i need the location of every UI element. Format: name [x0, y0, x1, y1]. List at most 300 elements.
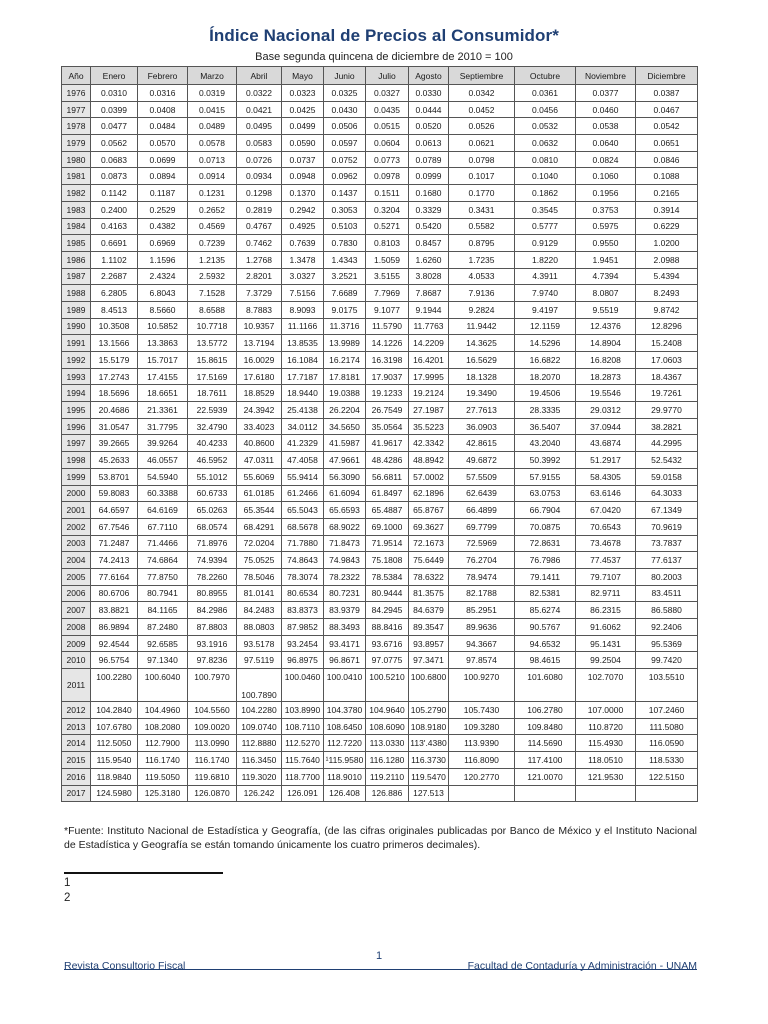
index-value-cell: 83.8373 — [282, 602, 324, 619]
index-value-cell: 0.1770 — [449, 185, 515, 202]
year-cell: 2011 — [62, 669, 91, 702]
index-value-cell: 118.9840 — [91, 768, 138, 785]
index-value-cell: 0.0590 — [282, 135, 324, 152]
year-cell: 1993 — [62, 368, 91, 385]
index-value-cell: 27.7613 — [449, 402, 515, 419]
index-value-cell: 0.0538 — [576, 118, 636, 135]
index-value-cell: 17.6180 — [237, 368, 282, 385]
index-value-cell: 41.5987 — [324, 435, 366, 452]
index-value-cell: 84.2483 — [237, 602, 282, 619]
index-value-cell: 0.0737 — [282, 151, 324, 168]
index-value-cell: 118.0510 — [576, 752, 636, 769]
index-value-cell — [515, 785, 576, 802]
index-value-cell: 61.8497 — [366, 485, 409, 502]
index-value-cell: 62.1896 — [409, 485, 449, 502]
index-value-cell: 29.9770 — [636, 402, 698, 419]
index-value-cell: 19.4506 — [515, 385, 576, 402]
index-value-cell: 58.4305 — [576, 468, 636, 485]
index-value-cell: 0.0325 — [324, 85, 366, 102]
index-value-cell: 39.9264 — [138, 435, 188, 452]
index-value-cell: 16.2174 — [324, 352, 366, 369]
index-value-cell: 18.6651 — [138, 385, 188, 402]
index-value-cell: 44.2995 — [636, 435, 698, 452]
index-value-cell: 74.9843 — [324, 552, 366, 569]
index-value-cell: 69.7799 — [449, 518, 515, 535]
table-row — [62, 619, 698, 636]
column-header-month: Septiembre — [449, 67, 515, 85]
index-value-cell: 86.5880 — [636, 602, 698, 619]
index-value-cell: 72.5969 — [449, 535, 515, 552]
index-value-cell: 0.0542 — [636, 118, 698, 135]
index-value-cell: 0.1298 — [237, 185, 282, 202]
index-value-cell: 16.3198 — [366, 352, 409, 369]
index-value-cell: 100.2280 — [91, 669, 138, 702]
year-cell: 2013 — [62, 718, 91, 735]
index-value-cell: 61.2466 — [282, 485, 324, 502]
index-value-cell: 55.1012 — [188, 468, 237, 485]
index-value-cell: 104.2840 — [91, 702, 138, 719]
index-value-cell: 63.0753 — [515, 485, 576, 502]
index-value-cell: 19.2124 — [409, 385, 449, 402]
table-row — [62, 335, 698, 352]
index-value-cell: 97.8236 — [188, 652, 237, 669]
index-value-cell: 0.0640 — [576, 135, 636, 152]
index-value-cell: 3.0327 — [282, 268, 324, 285]
year-cell: 1977 — [62, 101, 91, 118]
table-row — [62, 235, 698, 252]
index-value-cell: 15.5179 — [91, 352, 138, 369]
index-value-cell: 108.6450 — [324, 718, 366, 735]
index-value-cell: 78.2260 — [188, 568, 237, 585]
table-row — [62, 135, 698, 152]
index-value-cell: 99.2504 — [576, 652, 636, 669]
year-cell: 2001 — [62, 502, 91, 519]
index-value-cell: 84.2945 — [366, 602, 409, 619]
footnote-mark-2: 2 — [64, 892, 71, 904]
index-value-cell: 118.5330 — [636, 752, 698, 769]
index-value-cell: 125.3180 — [138, 785, 188, 802]
year-cell: 1998 — [62, 452, 91, 469]
index-value-cell: 35.0564 — [366, 418, 409, 435]
column-header-month: Abril — [237, 67, 282, 85]
index-value-cell: 6.2805 — [91, 285, 138, 302]
index-value-cell: 109.0020 — [188, 718, 237, 735]
index-value-cell: 78.3074 — [282, 568, 324, 585]
index-value-cell: 0.0798 — [449, 151, 515, 168]
index-value-cell: 8.6588 — [188, 301, 237, 318]
year-cell: 2010 — [62, 652, 91, 669]
index-value-cell: 126.242 — [237, 785, 282, 802]
index-value-cell: 4.3911 — [515, 268, 576, 285]
index-value-cell: 87.2480 — [138, 619, 188, 636]
index-value-cell: 36.5407 — [515, 418, 576, 435]
table-row — [62, 368, 698, 385]
column-header-month: Noviembre — [576, 67, 636, 85]
index-value-cell: 0.5271 — [366, 218, 409, 235]
index-value-cell: 119.5050 — [138, 768, 188, 785]
index-value-cell: 0.5777 — [515, 218, 576, 235]
index-value-cell: 82.9711 — [576, 585, 636, 602]
index-value-cell: 19.0388 — [324, 385, 366, 402]
index-value-cell: 116.1280 — [366, 752, 409, 769]
index-value-cell: 59.0158 — [636, 468, 698, 485]
index-value-cell: 28.3335 — [515, 402, 576, 419]
index-value-cell: 99.7420 — [636, 652, 698, 669]
index-value-cell: 0.2400 — [91, 201, 138, 218]
index-value-cell: 116.1740 — [138, 752, 188, 769]
index-value-cell: 29.0312 — [576, 402, 636, 419]
index-value-cell: 16.1084 — [282, 352, 324, 369]
index-value-cell: 113'.4380 — [409, 735, 449, 752]
index-value-cell: 34.5650 — [324, 418, 366, 435]
index-value-cell: 0.0999 — [409, 168, 449, 185]
year-cell: 1980 — [62, 151, 91, 168]
index-value-cell: 56.3090 — [324, 468, 366, 485]
index-value-cell: 7.9136 — [449, 285, 515, 302]
index-value-cell: 89.3547 — [409, 619, 449, 636]
index-value-cell: 7.7969 — [366, 285, 409, 302]
index-value-cell: 64.6169 — [138, 502, 188, 519]
index-value-cell: 0.2652 — [188, 201, 237, 218]
index-value-cell: 53.8701 — [91, 468, 138, 485]
table-row — [62, 718, 698, 735]
index-value-cell: 9.1944 — [409, 301, 449, 318]
index-value-cell: 115.4930 — [576, 735, 636, 752]
index-value-cell: 1.0200 — [636, 235, 698, 252]
index-value-cell: 65.0263 — [188, 502, 237, 519]
index-value-cell: 116.3450 — [237, 752, 282, 769]
index-value-cell: 0.1060 — [576, 168, 636, 185]
index-value-cell: 0.0415 — [188, 101, 237, 118]
index-value-cell: 1.2768 — [237, 251, 282, 268]
index-value-cell: 19.1233 — [366, 385, 409, 402]
index-value-cell: 20.4686 — [91, 402, 138, 419]
table-row — [62, 452, 698, 469]
index-value-cell: 2.2687 — [91, 268, 138, 285]
index-value-cell: 48.8942 — [409, 452, 449, 469]
column-header-month: Junio — [324, 67, 366, 85]
index-value-cell: 126.091 — [282, 785, 324, 802]
index-value-cell: 57.9155 — [515, 468, 576, 485]
index-value-cell: 116.0590 — [636, 735, 698, 752]
index-value-cell: 0.2819 — [237, 201, 282, 218]
index-value-cell: 77.6164 — [91, 568, 138, 585]
index-value-cell: 104.3780 — [324, 702, 366, 719]
year-cell: 1985 — [62, 235, 91, 252]
index-value-cell: 18.1328 — [449, 368, 515, 385]
index-value-cell: 78.6322 — [409, 568, 449, 585]
page-number: 1 — [376, 950, 383, 962]
index-value-cell: 0.2942 — [282, 201, 324, 218]
index-value-cell: 100.6040 — [138, 669, 188, 702]
index-value-cell: 80.7941 — [138, 585, 188, 602]
year-cell: 1981 — [62, 168, 91, 185]
index-value-cell: 3.2521 — [324, 268, 366, 285]
index-value-cell: 33.4023 — [237, 418, 282, 435]
index-value-cell: 0.0425 — [282, 101, 324, 118]
index-value-cell: 0.0632 — [515, 135, 576, 152]
index-value-cell: 13.9989 — [324, 335, 366, 352]
index-value-cell: 73.7837 — [636, 535, 698, 552]
index-value-cell: 109.3280 — [449, 718, 515, 735]
index-value-cell: 79.7107 — [576, 568, 636, 585]
index-value-cell: 0.1511 — [366, 185, 409, 202]
index-value-cell: 17.0603 — [636, 352, 698, 369]
index-value-cell: 0.0562 — [91, 135, 138, 152]
index-value-cell: 31.7795 — [138, 418, 188, 435]
table-row — [62, 768, 698, 785]
column-header-month: Mayo — [282, 67, 324, 85]
index-value-cell: 0.8795 — [449, 235, 515, 252]
index-value-cell: 69.3627 — [409, 518, 449, 535]
index-value-cell: 76.2704 — [449, 552, 515, 569]
index-value-cell: 70.6543 — [576, 518, 636, 535]
index-value-cell: 77.6137 — [636, 552, 698, 569]
index-value-cell: 92.4544 — [91, 635, 138, 652]
index-value-cell: 0.0583 — [237, 135, 282, 152]
index-value-cell: 14.1226 — [366, 335, 409, 352]
index-value-cell: 80.2003 — [636, 568, 698, 585]
table-row — [62, 785, 698, 802]
index-value-cell: 0.0604 — [366, 135, 409, 152]
index-value-cell: 0.6691 — [91, 235, 138, 252]
index-value-cell: 91.6062 — [576, 619, 636, 636]
index-value-cell: 7.1528 — [188, 285, 237, 302]
index-value-cell: 67.1349 — [636, 502, 698, 519]
index-value-cell: 4.0533 — [449, 268, 515, 285]
index-value-cell: 83.8821 — [91, 602, 138, 619]
index-value-cell: 0.7239 — [188, 235, 237, 252]
index-value-cell: 122.5150 — [636, 768, 698, 785]
column-header-month: Febrero — [138, 67, 188, 85]
index-value-cell: 19.3490 — [449, 385, 515, 402]
index-value-cell: 0.1680 — [409, 185, 449, 202]
index-value-cell: 42.3342 — [409, 435, 449, 452]
index-value-cell: 6.8043 — [138, 285, 188, 302]
index-value-cell: 62.6439 — [449, 485, 515, 502]
index-value-cell: 112.8880 — [237, 735, 282, 752]
index-value-cell: 0.1231 — [188, 185, 237, 202]
index-value-cell: ¹115.9580 — [324, 752, 366, 769]
index-value-cell: 74.8643 — [282, 552, 324, 569]
index-value-cell: 2.0988 — [636, 251, 698, 268]
year-cell: 2009 — [62, 635, 91, 652]
index-value-cell: 0.7462 — [237, 235, 282, 252]
index-value-cell: 56.6811 — [366, 468, 409, 485]
index-value-cell: 17.2743 — [91, 368, 138, 385]
index-value-cell: 13.5772 — [188, 335, 237, 352]
index-value-cell: 0.0460 — [576, 101, 636, 118]
table-row — [62, 602, 698, 619]
index-value-cell: 1.9451 — [576, 251, 636, 268]
index-value-cell: 67.7110 — [138, 518, 188, 535]
index-value-cell: 100.7970 — [188, 669, 237, 702]
table-row — [62, 585, 698, 602]
index-value-cell: 0.0327 — [366, 85, 409, 102]
footnote-rule — [64, 872, 223, 874]
index-value-cell: 48.4286 — [366, 452, 409, 469]
index-value-cell: 26.2204 — [324, 402, 366, 419]
index-value-cell: 118.7700 — [282, 768, 324, 785]
index-value-cell: 64.6597 — [91, 502, 138, 519]
index-value-cell: 0.0316 — [138, 85, 188, 102]
index-value-cell: 104.2280 — [237, 702, 282, 719]
table-row — [62, 85, 698, 102]
index-value-cell: 100.6800 — [409, 669, 449, 702]
year-cell: 2015 — [62, 752, 91, 769]
index-value-cell: 0.0873 — [91, 168, 138, 185]
index-value-cell: 75.6449 — [409, 552, 449, 569]
year-cell: 2003 — [62, 535, 91, 552]
index-value-cell: 97.0775 — [366, 652, 409, 669]
index-value-cell: 2.8201 — [237, 268, 282, 285]
index-value-cell: 0.1040 — [515, 168, 576, 185]
index-value-cell: 119.2110 — [366, 768, 409, 785]
index-value-cell: 119.3020 — [237, 768, 282, 785]
index-value-cell: 0.0408 — [138, 101, 188, 118]
index-value-cell: 72.0204 — [237, 535, 282, 552]
column-header-month: Octubre — [515, 67, 576, 85]
index-value-cell: 66.4899 — [449, 502, 515, 519]
index-value-cell: 115.7640 — [282, 752, 324, 769]
index-value-cell: 0.0319 — [188, 85, 237, 102]
index-value-cell: 110.8720 — [576, 718, 636, 735]
index-value-cell: 16.8208 — [576, 352, 636, 369]
index-value-cell: 127.513 — [409, 785, 449, 802]
year-cell: 1999 — [62, 468, 91, 485]
index-value-cell: 107.0000 — [576, 702, 636, 719]
index-value-cell: 0.0421 — [237, 101, 282, 118]
index-value-cell: 96.8975 — [282, 652, 324, 669]
index-value-cell: 89.9636 — [449, 619, 515, 636]
index-value-cell: 61.0185 — [237, 485, 282, 502]
column-header-month: Julio — [366, 67, 409, 85]
index-value-cell: 126.0870 — [188, 785, 237, 802]
index-value-cell: 0.0330 — [409, 85, 449, 102]
index-value-cell: 119.5470 — [409, 768, 449, 785]
index-value-cell: 95.1431 — [576, 635, 636, 652]
index-value-cell: 121.0070 — [515, 768, 576, 785]
index-value-cell: 65.5043 — [282, 502, 324, 519]
index-value-cell: 14.8904 — [576, 335, 636, 352]
index-value-cell: 0.0824 — [576, 151, 636, 168]
index-value-cell: 0.1956 — [576, 185, 636, 202]
index-value-cell: 0.0773 — [366, 151, 409, 168]
index-value-cell: 12.8296 — [636, 318, 698, 335]
table-row — [62, 735, 698, 752]
index-value-cell: 82.1788 — [449, 585, 515, 602]
index-value-cell: 0.2165 — [636, 185, 698, 202]
source-footnote: *Fuente: Instituto Nacional de Estadística y Geografía, (de las cifras originales publicadas por Banco de México y el Instituto Nacional de Estadística y Geografía se están tomando únicamente los cuatro primeros decimales). — [64, 825, 697, 851]
index-value-cell: 78.2322 — [324, 568, 366, 585]
year-cell: 2005 — [62, 568, 91, 585]
index-value-cell: 0.3753 — [576, 201, 636, 218]
year-cell: 1984 — [62, 218, 91, 235]
index-value-cell: 67.7546 — [91, 518, 138, 535]
index-value-cell: 14.2209 — [409, 335, 449, 352]
table-row — [62, 251, 698, 268]
index-value-cell: 96.8671 — [324, 652, 366, 669]
index-value-cell: 17.5169 — [188, 368, 237, 385]
index-value-cell: 8.9093 — [282, 301, 324, 318]
index-value-cell: 86.2315 — [576, 602, 636, 619]
index-value-cell: 1.7235 — [449, 251, 515, 268]
index-value-cell: 38.2821 — [636, 418, 698, 435]
index-value-cell: 8.7883 — [237, 301, 282, 318]
index-value-cell: 116.1740 — [188, 752, 237, 769]
index-value-cell: 103.5510 — [636, 669, 698, 702]
table-row — [62, 101, 698, 118]
index-value-cell: 81.0141 — [237, 585, 282, 602]
index-value-cell: 84.6379 — [409, 602, 449, 619]
table-row — [62, 669, 698, 702]
index-value-cell: 68.9022 — [324, 518, 366, 535]
page-subtitle: Base segunda quincena de diciembre de 2010 = 100 — [255, 51, 513, 63]
index-value-cell: 92.6585 — [138, 635, 188, 652]
year-cell: 1997 — [62, 435, 91, 452]
year-cell: 1987 — [62, 268, 91, 285]
index-value-cell: 31.0547 — [91, 418, 138, 435]
index-value-cell: 0.5420 — [409, 218, 449, 235]
index-value-cell: 70.9619 — [636, 518, 698, 535]
index-value-cell: 88.3493 — [324, 619, 366, 636]
index-value-cell: 93.6716 — [366, 635, 409, 652]
index-value-cell: 46.0557 — [138, 452, 188, 469]
index-value-cell: 79.1411 — [515, 568, 576, 585]
index-value-cell: 47.4058 — [282, 452, 324, 469]
table-row — [62, 518, 698, 535]
index-value-cell: 0.4569 — [188, 218, 237, 235]
index-value-cell: 39.2665 — [91, 435, 138, 452]
index-value-cell: 70.0875 — [515, 518, 576, 535]
index-value-cell: 57.5509 — [449, 468, 515, 485]
year-cell: 2007 — [62, 602, 91, 619]
index-value-cell: 43.2040 — [515, 435, 576, 452]
index-value-cell: 0.0532 — [515, 118, 576, 135]
table-row — [62, 435, 698, 452]
year-cell: 2017 — [62, 785, 91, 802]
index-value-cell: 114.5690 — [515, 735, 576, 752]
index-value-cell: 8.5660 — [138, 301, 188, 318]
index-value-cell: 13.7194 — [237, 335, 282, 352]
index-value-cell: 65.4887 — [366, 502, 409, 519]
index-value-cell: 111.5080 — [636, 718, 698, 735]
index-value-cell: 21.3361 — [138, 402, 188, 419]
index-value-cell — [576, 785, 636, 802]
index-value-cell: 72.1673 — [409, 535, 449, 552]
index-value-cell: 108.7110 — [282, 718, 324, 735]
index-value-cell: 9.2824 — [449, 301, 515, 318]
index-value-cell: 0.0713 — [188, 151, 237, 168]
index-value-cell: 0.0651 — [636, 135, 698, 152]
table-row — [62, 218, 698, 235]
column-header-month: Diciembre — [636, 67, 698, 85]
table-row — [62, 318, 698, 335]
index-value-cell: 22.5939 — [188, 402, 237, 419]
index-value-cell: 0.0361 — [515, 85, 576, 102]
index-value-cell: 1.6260 — [409, 251, 449, 268]
index-value-cell: 0.6229 — [636, 218, 698, 235]
year-cell: 2016 — [62, 768, 91, 785]
column-header-month: Enero — [91, 67, 138, 85]
index-value-cell: 0.3053 — [324, 201, 366, 218]
index-value-cell: 0.7830 — [324, 235, 366, 252]
index-value-cell: 76.7986 — [515, 552, 576, 569]
index-value-cell: 112.7900 — [138, 735, 188, 752]
index-value-cell: 0.0484 — [138, 118, 188, 135]
index-value-cell: 55.6069 — [237, 468, 282, 485]
index-value-cell: 13.8535 — [282, 335, 324, 352]
